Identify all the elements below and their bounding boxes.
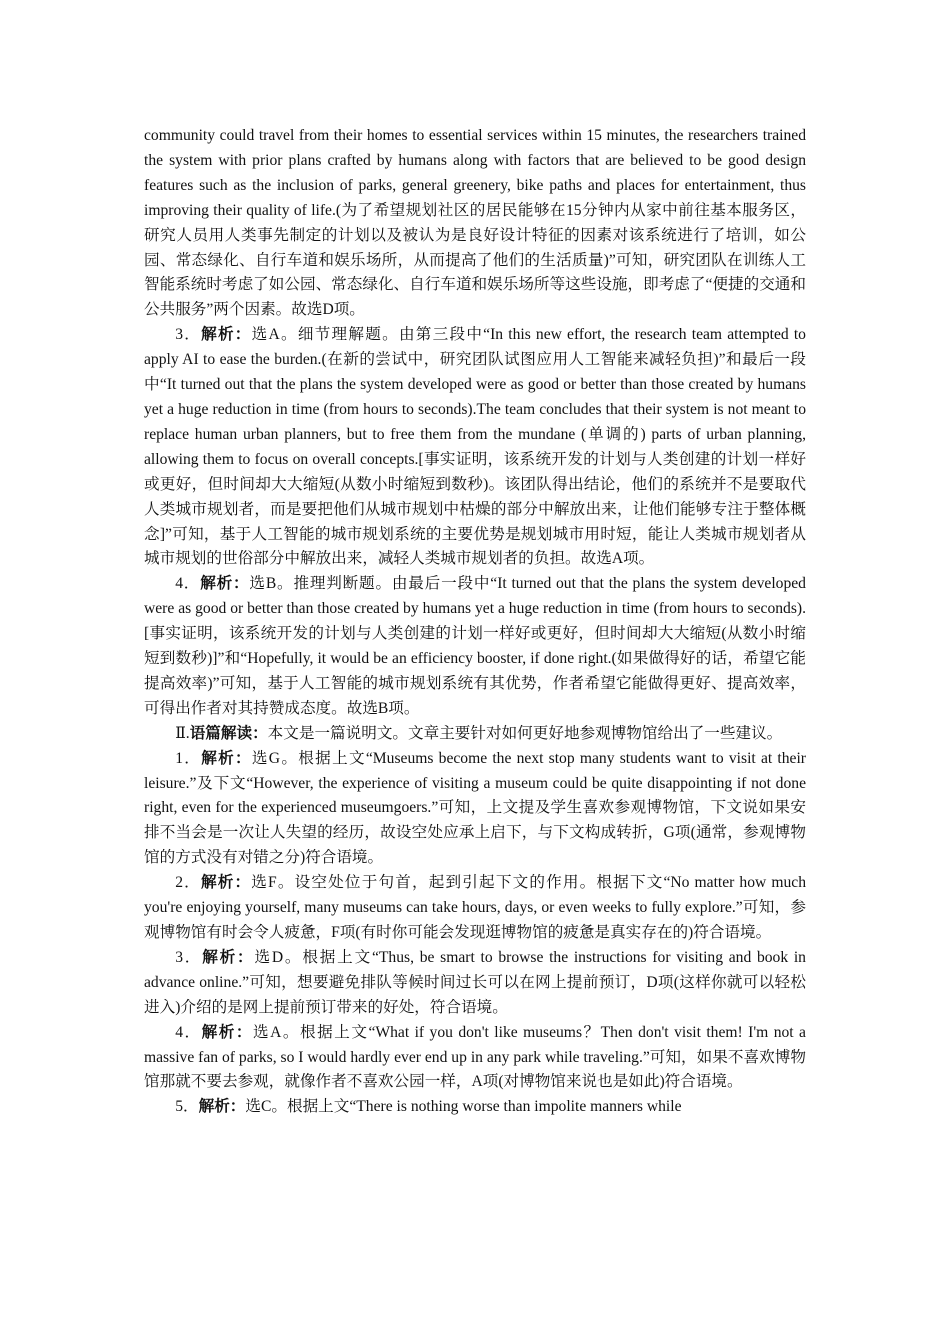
item-text: 选G。根据上文“Museums become the next stop many students want to visit at their leisure.”及下文“However, the experience of visiting a museum could be quite disappointing if not done right, even for the experienced museumgoers.”可知，上文提及学生喜欢参观博物馆，下文说如果安排不当会是一次让人失望的经历，故设空处应承上启下，与下文构成转折，G项(通常，参观博物馆的方式没有对错之分)符合语境。 [144, 749, 806, 867]
item-number: 1． [175, 749, 202, 767]
item-label: 解析： [200, 575, 250, 593]
section-text: 本文是一篇说明文。文章主要针对如何更好地参观博物馆给出了一些建议。 [267, 724, 783, 742]
item-label: 解析： [198, 1098, 246, 1116]
item-text: 选C。根据上文“There is nothing worse than impolite manners while [245, 1098, 682, 1116]
blank-3-explanation [144, 946, 806, 1021]
item-number: 4． [175, 1023, 202, 1041]
item-label: 解析： [202, 948, 255, 966]
item-text: 选A。细节理解题。由第三段中“In this new effort, the research team attempted to apply AI to ease the burden.(在新的尝试中，研究团队试图应用人工智能来减轻负担)”和最后一段中“It turned out that the plans the system developed were as good or better than those created by humans yet a huge reduction in time (from hours to seconds).The team concludes that their system is not meant to replace human urban planners, but to free them from the mundane (单调的) parts of urban planning, allowing them to focus on overall concepts.[事实证明，该系统开发的计划与人类创建的计划一样好或更好，但时间却大大缩短(从数小时缩短到数秒)。该团队得出结论，他们的系统并不是要取代人类城市规划者，而是要把他们从城市规划中枯燥的部分中解放出来，让他们能够专注于整体概念]”可知，基于人工智能的城市规划系统的主要优势是规划城市用时短，能让人类城市规划者从城市规划的世俗部分中解放出来，减轻人类城市规划者的负担。故选A项。 [144, 326, 806, 568]
item-label: 解析： [201, 1023, 253, 1041]
item-number: 3． [175, 948, 203, 966]
blank-2-explanation [144, 871, 806, 946]
blank-5-explanation [144, 1095, 806, 1120]
item-label: 解析： [200, 874, 252, 892]
item-label: 解析： [201, 326, 252, 344]
answer-3-explanation [144, 323, 806, 572]
item-number: 2． [175, 874, 201, 892]
item-number: 4． [175, 575, 201, 593]
passage-overview [144, 722, 806, 747]
section-number: Ⅱ. [175, 724, 190, 742]
item-number: 3． [175, 326, 202, 344]
document-body [144, 124, 806, 1120]
section-label: 语篇解读： [189, 724, 268, 742]
paragraph-continued: community could travel from their homes to essential services within 15 minutes, the researchers trained the system with prior plans crafted by humans along with factors that are believed to be good design features such as the inclusion of parks, general greenery, bike paths and places for entertainment, thus improving their quality of life.(为了希望规划社区的居民能够在15分钟内从家中前往基本服务区，研究人员用人类事先制定的计划以及被认为是良好设计特征的因素对该系统进行了培训，如公园、常态绿化、自行车道和娱乐场所，从而提高了他们的生活质量)”可知，研究团队在训练人工智能系统时考虑了如公园、常态绿化、自行车道和娱乐场所等这些设施，即考虑了“便捷的交通和公共服务”两个因素。故选D项。 [144, 127, 806, 319]
item-label: 解析： [201, 749, 252, 767]
answer-4-explanation [144, 572, 806, 721]
item-text: 选B。推理判断题。由最后一段中“It turned out that the plans the system developed were as good or better than those created by humans yet a huge reduction in time (from hours to seconds).[事实证明，该系统开发的计划与人类创建的计划一样好或更好，但时间却大大缩短(从数小时缩短到数秒)]”和“Hopefully, it would be an efficiency booster, if done right.(如果做得好的话，希望它能提高效率)”可知，基于人工智能的城市规划系统有其优势，作者希望它能做得更好、提高效率，可得出作者对其持赞成态度。故选B项。 [144, 575, 806, 717]
item-text: 选A。根据上文“What if you don't like museums？Then don't visit them! I'm not a massive fan of parks, so I would hardly ever end up in any park while traveling.”可知，如果不喜欢博物馆那就不要去参观，就像作者不喜欢公园一样，A项(对博物馆来说也是如此)符合语境。 [144, 1023, 806, 1091]
blank-1-explanation [144, 747, 806, 872]
item-number: 5． [175, 1098, 199, 1116]
item-text: 选F。设空处位于句首，起到引起下文的作用。根据下文“No matter how much you're enjoying yourself, many museums can take hours, days, or even weeks to fully explore.”可知，参观博物馆有时会令人疲惫，F项(有时你可能会发现逛博物馆的疲惫是真实存在的)符合语境。 [144, 874, 806, 941]
blank-4-explanation [144, 1021, 806, 1096]
item-text: 选D。根据上文“Thus, be smart to browse the instructions for visiting and book in advance online.”可知，想要避免排队等候时间过长可以在网上提前预订，D项(这样你就可以轻松进入)介绍的是网上提前预订带来的好处，符合语境。 [144, 948, 806, 1016]
